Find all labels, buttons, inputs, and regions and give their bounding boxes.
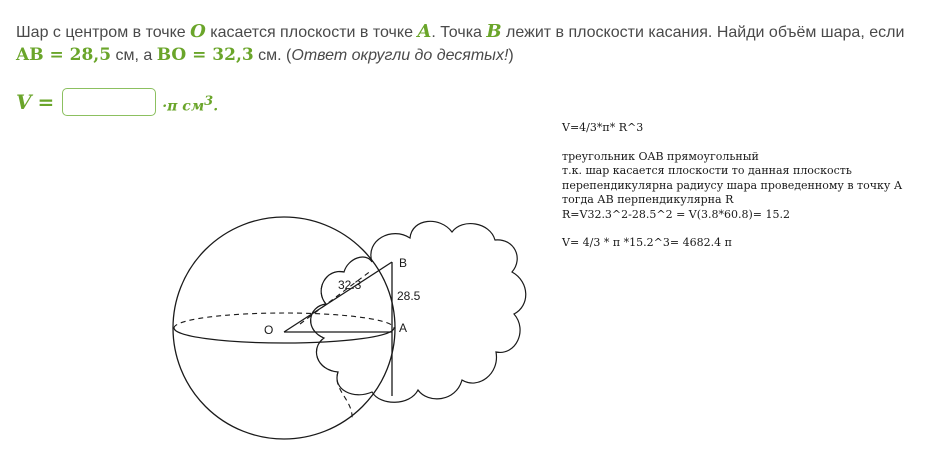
bo-value: BO = 32,3 bbox=[156, 45, 254, 65]
unit-prefix: ·π см bbox=[162, 98, 205, 115]
point-o-symbol: O bbox=[190, 21, 206, 42]
label-b: B bbox=[399, 256, 408, 270]
problem-text-4: лежит в плоскости касания. Найди объём шара, если bbox=[501, 24, 905, 41]
problem-text-7: ) bbox=[508, 47, 514, 64]
note-line-result: V= 4/3 * п *15.2^3= 4682.4 п bbox=[562, 236, 732, 249]
tangent-plane-cloud bbox=[311, 221, 526, 402]
problem-text-3: . Точка bbox=[431, 24, 487, 41]
note-line-radius: R=V32.3^2-28.5^2 = V(3.8*60.8)= 15.2 bbox=[562, 207, 791, 221]
problem-text-6: см. ( bbox=[253, 47, 292, 64]
note-line-triangle: треугольник OAB прямоугольный bbox=[562, 149, 759, 163]
note-line-perpendicular: перепендикулярна радиусу шара проведенному в точку А bbox=[562, 178, 903, 192]
problem-text-2: касается плоскости в точке bbox=[205, 24, 418, 41]
label-ab-length: 28.5 bbox=[397, 289, 421, 303]
label-a: A bbox=[399, 321, 408, 335]
label-o: O bbox=[264, 323, 274, 337]
unit-suffix: . bbox=[213, 98, 219, 115]
unit-power: 3 bbox=[204, 93, 214, 109]
rounding-hint: Ответ округли до десятых! bbox=[291, 47, 509, 64]
problem-text-5: см, а bbox=[111, 47, 157, 64]
solution-notes bbox=[562, 121, 902, 251]
note-line-tangent: т.к. шар касается плоскости то данная плоскость bbox=[562, 164, 852, 177]
label-bo-length: 32.3 bbox=[338, 278, 362, 292]
point-b-symbol: B bbox=[486, 21, 502, 42]
problem-text-1: Шар с центром в точке bbox=[16, 24, 191, 41]
note-line-volume-formula: V=4/3*п* R^3 bbox=[562, 121, 644, 134]
answer-equals: = bbox=[37, 90, 55, 114]
point-a-symbol: A bbox=[417, 21, 432, 42]
note-line-ab-perp: тогда АВ перпендикулярна R bbox=[562, 193, 734, 206]
answer-variable: V bbox=[16, 90, 32, 114]
ab-value: AB = 28,5 bbox=[16, 45, 112, 65]
